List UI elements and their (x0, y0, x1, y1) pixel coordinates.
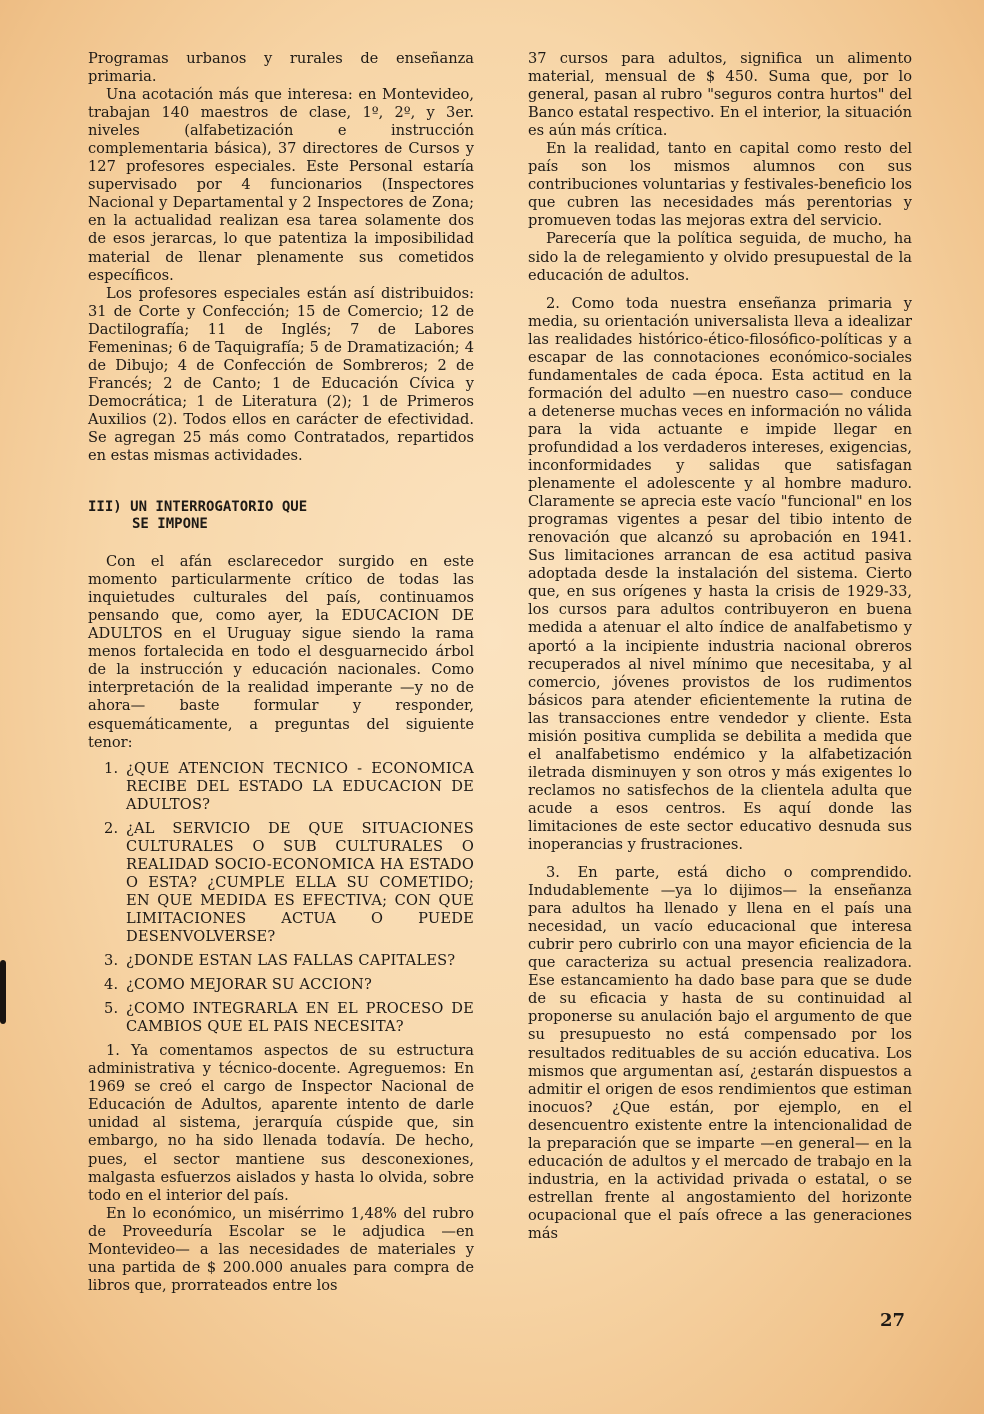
binding-mark (0, 960, 6, 1024)
question-text: ¿AL SERVICIO DE QUE SITUACIONES CULTURALES O SUB CULTURALES O REALIDAD SOCIO-ECONOMICA HA ESTADO O ESTA? ¿CUMPLE ELLA SU COMETIDO; EN QUE MEDIDA ES EFECTIVA; CON QUE LIMITACIONES ACTUA O PUEDE DESENVOLVERSE? (126, 819, 474, 946)
paragraph: En la realidad, tanto en capital como resto del país son los mismos alumnos con sus contribuciones voluntarias y festivales-beneficio los que cubren las necesidades más perentorias y promueven todas las mejoras extra del servicio. (528, 140, 912, 230)
paragraph: Parecería que la política seguida, de mucho, ha sido la de relegamiento y olvido presupuestal de la educación de adultos. (528, 230, 912, 284)
question-item (88, 952, 474, 970)
question-text: ¿COMO INTEGRARLA EN EL PROCESO DE CAMBIOS QUE EL PAIS NECESITA? (126, 1000, 474, 1036)
paragraph: Con el afán esclarecedor surgido en este momento particularmente crítico de todas las inquietudes culturales del país, continuamos pensando que, como ayer, la EDUCACION DE ADULTOS en el Uruguay sigue siendo la rama menos fortalecida en todo el desguarnecido árbol de la instrucción y educación nacionales. Como interpretación de la realidad imperante —y no de ahora— baste formular y responder, esquemáticamente, a preguntas del siguiente tenor: (88, 553, 474, 751)
question-item (88, 976, 474, 994)
right-column (528, 50, 912, 1243)
paragraph: Una acotación más que interesa: en Montevideo, trabajan 140 maestros de clase, 1º, 2º, y 3er. niveles (alfabetización e instrucción complementaria básica), 37 directores de Cursos y 127 profesores especiales. Este Personal estaría supervisado por 4 funcionarios (Inspectores Nacional y Departamental y 2 Inspectores de Zona; en la actualidad realizan esa tarea solamente dos de esos jerarcas, lo que patentiza la imposibilidad material de llenar plenamente sus cometidos específicos. (88, 86, 474, 284)
paragraph: 2. Como toda nuestra enseñanza primaria y media, su orientación universalista lleva a idealizar las realidades histórico-ético-filosófico-políticas y a escapar de las connotaciones económico-sociales fundamentales de cada época. Esta actitud en la formación del adulto —en nuestro caso— conduce a detenerse muchas veces en información no válida para la vida actuante e impide llegar en profundidad a los verdaderos intereses, exigencias, inconformidades y salidas que satisfagan plenamente el adolescente y al hombre maduro. Claramente se aprecia este vacío "funcional" en los programas vigentes a pesar del tibio intento de renovación que alcanzó su aprobación en 1941. Sus limitaciones arrancan de esa actitud pasiva adoptada desde la instalación del sistema. Cierto que, en sus orígenes y hasta la crisis de 1929-33, los cursos para adultos contribuyeron en buena medida a atenuar el alto índice de analfabetismo y aportó a la incipiente industria nacional obreros recuperados al nivel mínimo que necesitaba, y al comercio, jóvenes provistos de los rudimentos básicos para atender eficientemente la rutina de las transacciones entre vendedor y cliente. Esta misión positiva cumplida se debilita a medida que el analfabetismo endémico y la alfabetización iletrada disminuyen y son otros y más exigentes lo reclamos no satisfechos de la clientela adulta que acude a esos centros. Es aquí donde las limitaciones de este sector educativo desnuda sus inoperancias y frustraciones. (528, 294, 912, 854)
question-item (88, 1000, 474, 1036)
question-number: 5. (104, 1000, 119, 1018)
paragraph: Los profesores especiales están así distribuidos: 31 de Corte y Confección; 15 de Comercio; 12 de Dactilografía; 11 de Inglés; 7 de Labores Femeninas; 6 de Taquigrafía; 5 de Dramatización; 4 de Dibujo; 4 de Confección de Sombreros; 2 de Francés; 2 de Canto; 1 de Educación Cívica y Democrática; 1 de Literatura (2); 1 de Primeros Auxilios (2). Todos ellos en carácter de efectividad. Se agregan 25 más como Contratados, repartidos en estas mismas actividades. (88, 284, 474, 465)
section-heading (88, 499, 474, 533)
paragraph: 3. En parte, está dicho o comprendido. Indudablemente —ya lo dijimos— la enseñanza para adultos ha llenado y llena en el país una necesidad, un vacío educacional que interesa cubrir pero cubrirlo con una mayor eficiencia de la que caracteriza su actual presencia realizadora. Ese estancamiento ha dado base para que se dude de su eficacia y hasta de su continuidad al proponerse su anulación bajo el argumento de que su presupuesto no está compensado por los resultados redituables de su acción educativa. Los mismos que argumentan así, ¿estarán dispuestos a admitir el origen de esos rendimientos que estiman inocuos? ¿Que están, por ejemplo, en el desencuentro existente entre la intencionalidad de la preparación que se imparte —en general— en la educación de adultos y el mercado de trabajo en la industria, en la actividad privada o estatal, o se estrellan frente al angostamiento del horizonte ocupacional que el país ofrece a las generaciones más (528, 864, 912, 1242)
left-column (88, 50, 474, 1295)
question-number: 1. (104, 759, 119, 777)
section-heading-line-1: III) UN INTERROGATORIO QUE (88, 499, 308, 516)
question-text: ¿QUE ATENCION TECNICO - ECONOMICA RECIBE DEL ESTADO LA EDUCACION DE ADULTOS? (126, 759, 474, 813)
page-number: 27 (880, 1310, 906, 1331)
question-number: 2. (104, 819, 119, 837)
question-item (88, 820, 474, 946)
paragraph: 37 cursos para adultos, significa un alimento material, mensual de $ 450. Suma que, por lo general, pasan al rubro "seguros contra hurtos" del Banco estatal respectivo. En el interior, la situación es aún más crítica. (528, 50, 912, 140)
question-number: 4. (104, 976, 119, 994)
question-item (88, 760, 474, 814)
section-heading-line-2: SE IMPONE (132, 516, 208, 533)
paragraph: 1. Ya comentamos aspectos de su estructura administrativa y técnico-docente. Agreguemos: En 1969 se creó el cargo de Inspector Nacional de Educación de Adultos, aparente intento de darle unidad al sistema, jerarquía cúspide que, sin embargo, no ha sido llenada todavía. De hecho, pues, el sector mantiene sus desconexiones, malgasta esfuerzos aislados y hasta lo olvida, sobre todo en el interior del país. (88, 1042, 474, 1204)
question-text: ¿DONDE ESTAN LAS FALLAS CAPITALES? (126, 952, 456, 970)
question-text: ¿COMO MEJORAR SU ACCION? (126, 976, 372, 994)
question-list (88, 760, 474, 1037)
paragraph: Programas urbanos y rurales de enseñanza primaria. (88, 50, 474, 86)
paragraph: En lo económico, un misérrimo 1,48% del rubro de Proveeduría Escolar se le adjudica —en Montevideo— a las necesidades de materiales y una partida de $ 200.000 anuales para compra de libros que, prorrateados entre los (88, 1204, 474, 1294)
question-number: 3. (104, 952, 119, 970)
